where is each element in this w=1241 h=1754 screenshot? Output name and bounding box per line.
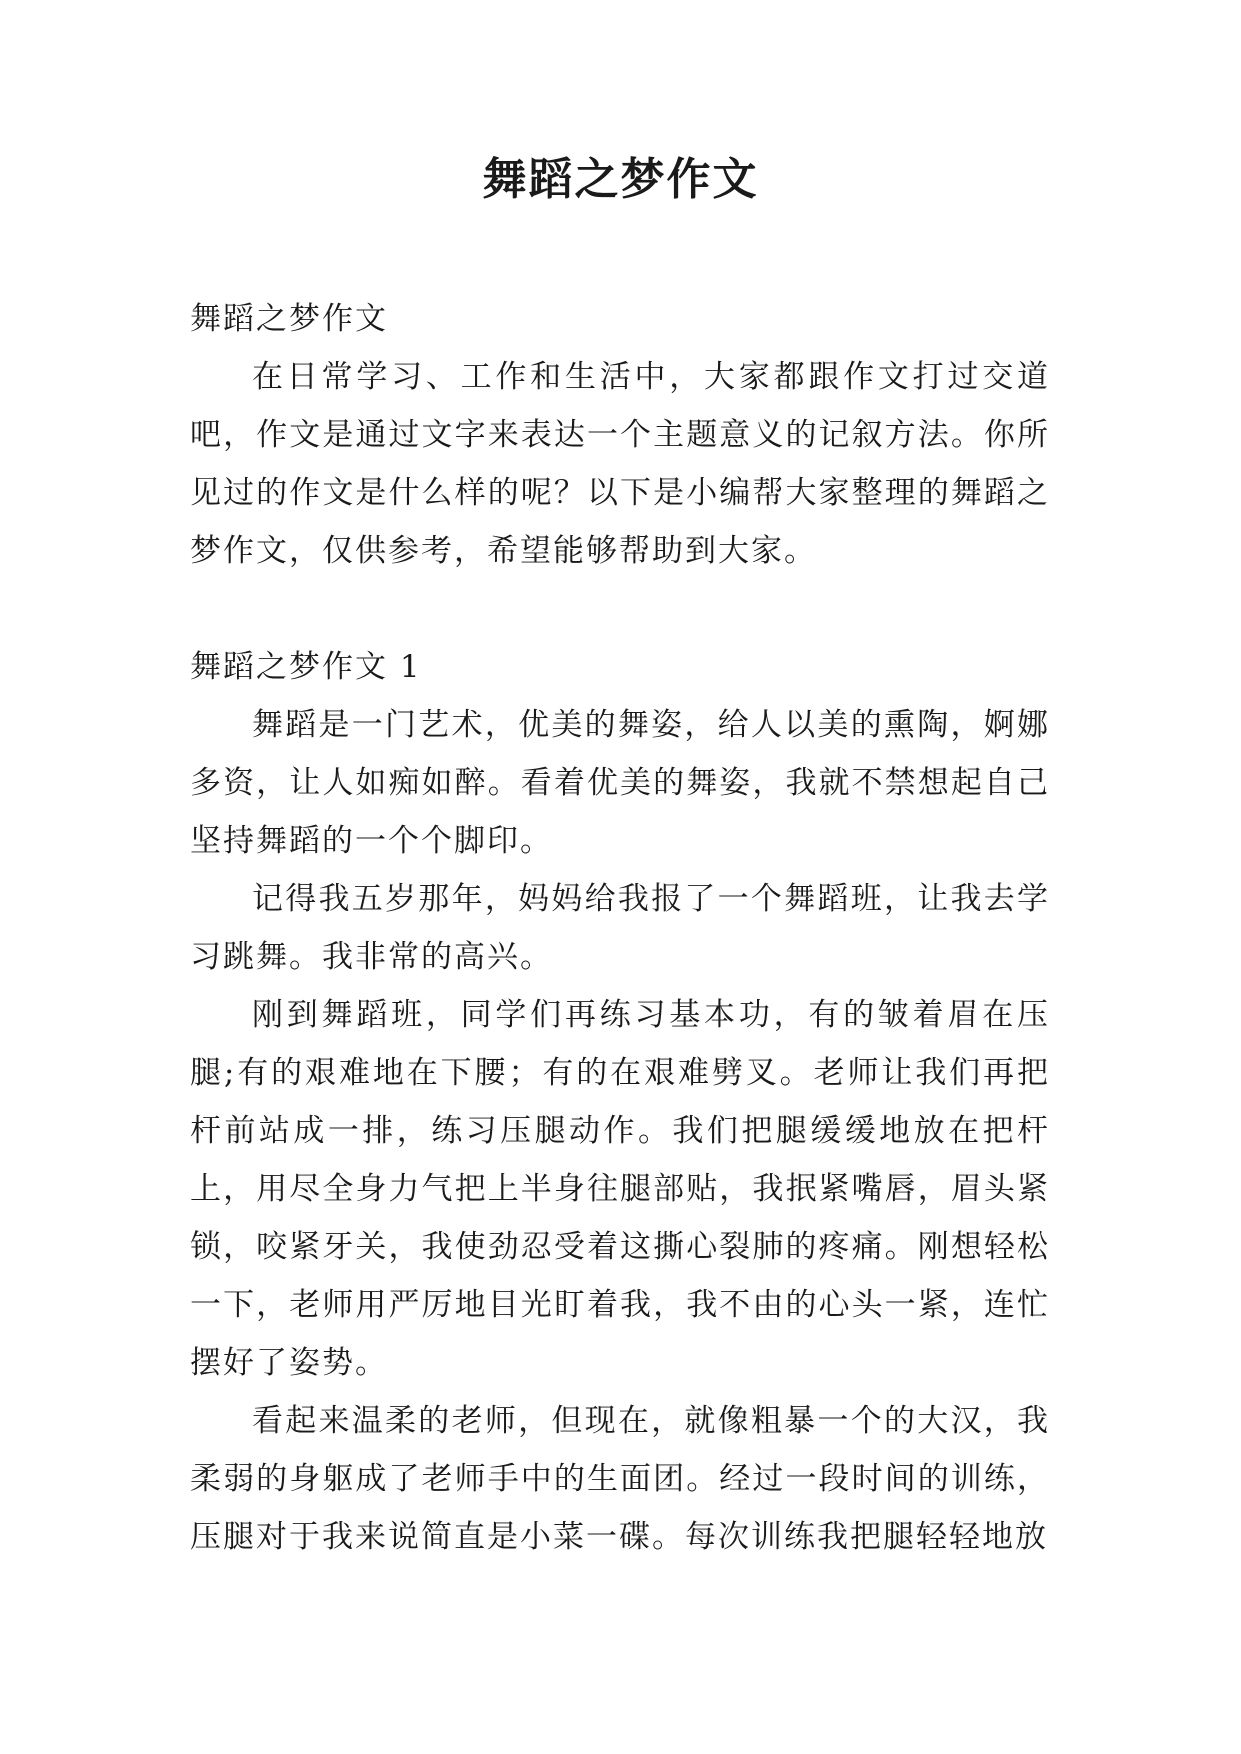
body-paragraph-4: 看起来温柔的老师，但现在，就像粗暴一个的大汉，我柔弱的身躯成了老师手中的生面团。经过一段时间的训练，压腿对于我来说简直是小菜一碟。每次训练我把腿轻轻地放 [190,1403,1050,1555]
document-subtitle: 舞蹈之梦作文 [190,301,388,337]
section-spacer [190,580,1050,638]
document-body [190,290,1050,1566]
body-paragraph-3: 刚到舞蹈班，同学们再练习基本功，有的皱着眉在压腿;有的艰难地在下腰；有的在艰难劈叉。老师让我们再把杆前站成一排，练习压腿动作。我们把腿缓缓地放在把杆上，用尽全身力气把上半身往腿部贴，我抿紧嘴唇，眉头紧锁，咬紧牙关，我使劲忍受着这撕心裂肺的疼痛。刚想轻松一下，老师用严厉地目光盯着我，我不由的心头一紧，连忙摆好了姿势。 [190,997,1050,1381]
body-paragraph-2: 记得我五岁那年，妈妈给我报了一个舞蹈班，让我去学习跳舞。我非常的高兴。 [190,881,1050,975]
body-paragraph-1: 舞蹈是一门艺术，优美的舞姿，给人以美的熏陶，婀娜多资，让人如痴如醉。看着优美的舞姿，我就不禁想起自己坚持舞蹈的一个个脚印。 [190,707,1050,859]
section-heading: 舞蹈之梦作文 1 [190,649,422,685]
document-title: 舞蹈之梦作文 [482,154,759,205]
intro-paragraph: 在日常学习、工作和生活中，大家都跟作文打过交道吧，作文是通过文字来表达一个主题意义的记叙方法。你所见过的作文是什么样的呢？以下是小编帮大家整理的舞蹈之梦作文，仅供参考，希望能够帮助到大家。 [190,359,1050,569]
